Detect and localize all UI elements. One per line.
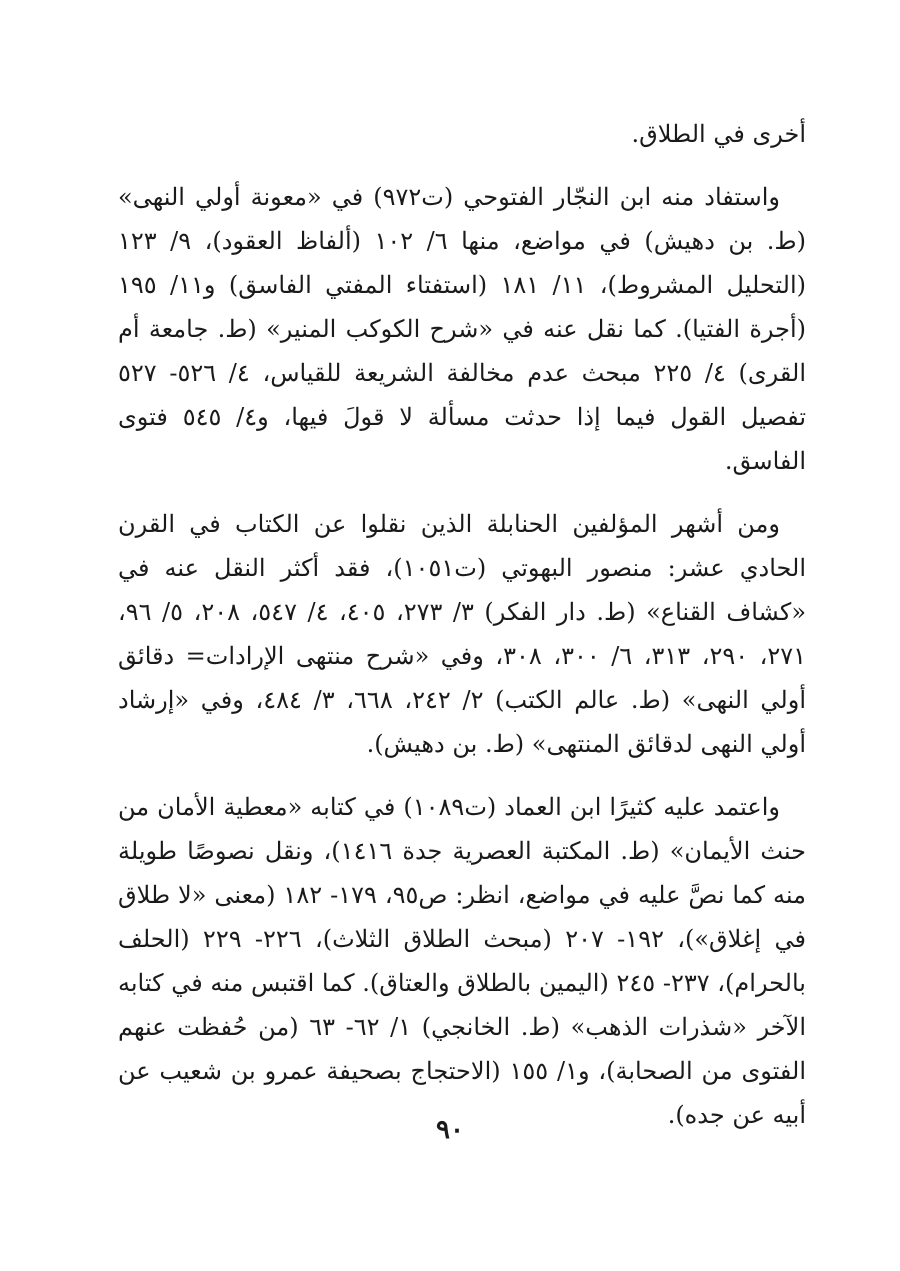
paragraph-ibn-imad: واعتمد عليه كثيرًا ابن العماد (ت١٠٨٩) في كتابه «معطية الأمان من حنث الأيمان» (ط. المكتبة العصرية جدة ١٤١٦)، ونقل نصوصًا طويلة منه كما نصَّ عليه في مواضع، انظر: ص٩٥، ١٧٩- ١٨٢ (معنى «لا طلاق في إغلاق»)، ١٩٢- ٢٠٧ (مبحث الطلاق الثلاث)، ٢٢٦- ٢٢٩ (الحلف بالحرام)، ٢٣٧- ٢٤٥ (اليمين بالطلاق والعتاق). كما اقتبس منه في كتابه الآخر «شذرات الذهب» (ط. الخانجي) ١/ ٦٢- ٦٣ (من حُفظت عنهم الفتوى من الصحابة)، و١/ ١٥٥ (الاحتجاج بصحيفة عمرو بن شعيب عن أبيه عن جده). <box>118 793 807 1129</box>
paragraph-ibn-najjar: واستفاد منه ابن النجّار الفتوحي (ت٩٧٢) في «معونة أولي النهى» (ط. بن دهيش) في مواضع، منها ٦/ ١٠٢ (ألفاظ العقود)، ٩/ ١٢٣ (التحليل المشروط)، ١١/ ١٨١ (استفتاء المفتي الفاسق) و١١/ ١٩٥ (أجرة الفتيا). كما نقل عنه في «شرح الكوكب المنير» (ط. جامعة أم القرى) ٤/ ٢٢٥ مبحث عدم مخالفة الشريعة للقياس، ٤/ ٥٢٦- ٥٢٧ تفصيل القول فيما إذا حدثت مسألة لا قولَ فيها، و٤/ ٥٤٥ فتوى الفاسق. <box>118 183 806 475</box>
paragraph-continuation: أخرى في الطلاق. <box>631 120 806 148</box>
body-text <box>118 112 806 1156</box>
paragraph-buhuti: ومن أشهر المؤلفين الحنابلة الذين نقلوا عن الكتاب في القرن الحادي عشر: منصور البهوتي (ت١٠٥١)، فقد أكثر النقل عنه في «كشاف القناع» (ط. دار الفكر) ٣/ ٢٧٣، ٤٠٥، ٤/ ٥٤٧، ٢٠٨، ٥/ ٩٦، ٢٧١، ٢٩٠، ٣١٣، ٦/ ٣٠٠، ٣٠٨، وفي «شرح منتهى الإرادات= دقائق أولي النهى» (ط. عالم الكتب) ٢/ ٢٤٢، ٦٦٨، ٣/ ٤٨٤، وفي «إرشاد أولي النهى لدقائق المنتهى» (ط. بن دهيش). <box>118 510 807 758</box>
page-number: ٩٠ <box>436 1115 464 1145</box>
